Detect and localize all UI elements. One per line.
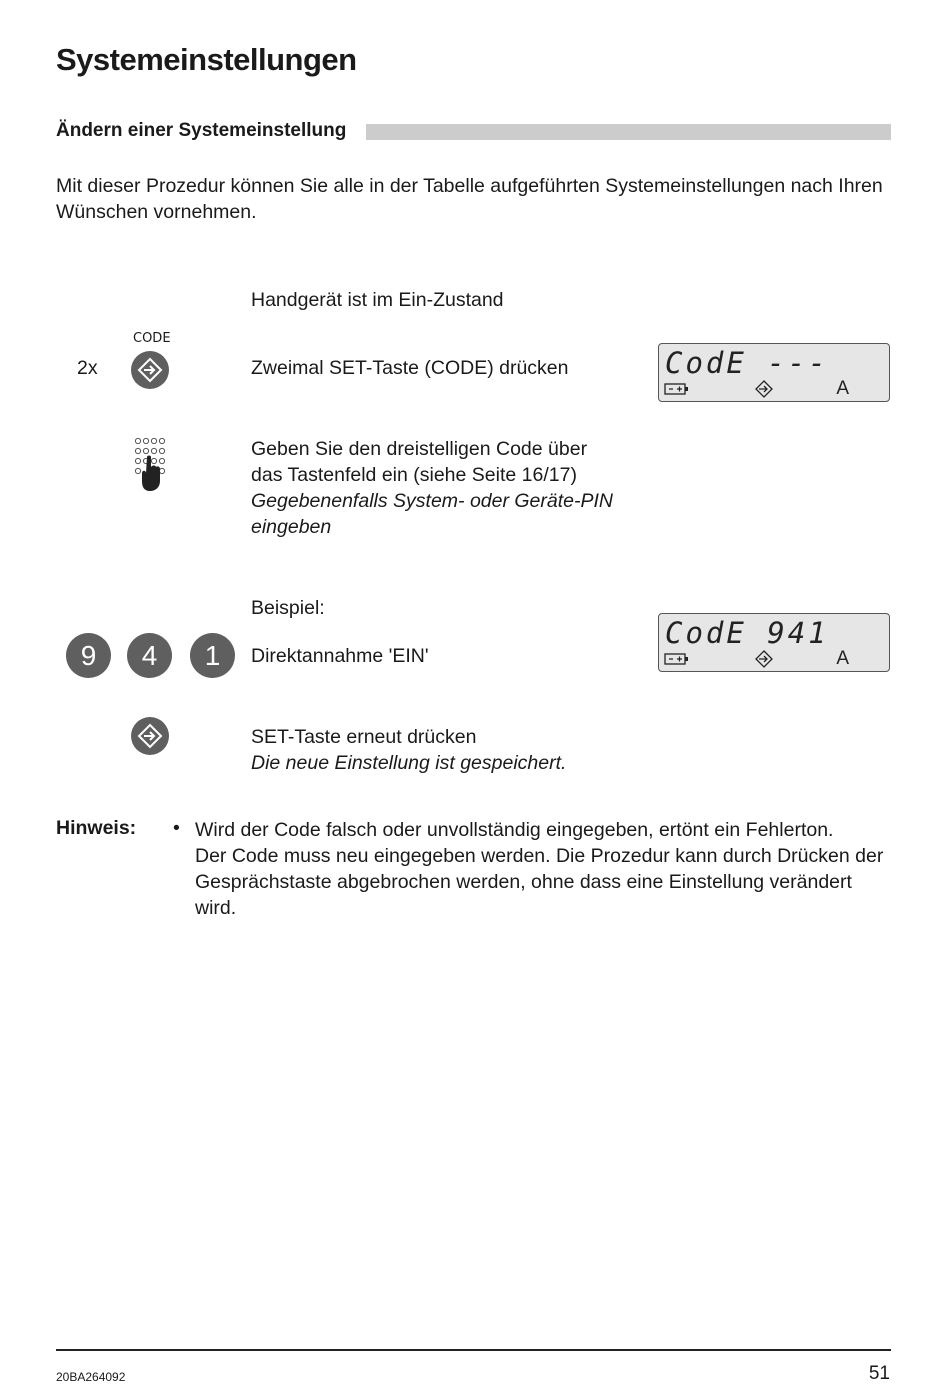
keypad-hand-icon bbox=[132, 435, 172, 497]
enter-code-line-1: Geben Sie den dreistelligen Code über bbox=[251, 438, 588, 460]
note-line-4: wird. bbox=[195, 897, 237, 919]
code-key-label: CODE bbox=[133, 331, 171, 346]
note-line-3: Gesprächstaste abgebrochen werden, ohne dass eine Einstellung verändert bbox=[195, 871, 852, 893]
example-text: Direktannahme 'EIN' bbox=[251, 645, 429, 667]
battery-icon bbox=[664, 382, 690, 396]
lcd-letter-2: A bbox=[836, 648, 849, 669]
press-twice-text: Zweimal SET-Taste (CODE) drücken bbox=[251, 357, 569, 379]
saved-note: Die neue Einstellung ist gespeichert. bbox=[251, 752, 567, 774]
enter-code-line-2: das Tastenfeld ein (siehe Seite 16/17) bbox=[251, 464, 577, 486]
lcd-segments-1: CodE --- bbox=[665, 346, 829, 380]
pin-note-line-1: Gegebenenfalls System- oder Geräte-PIN bbox=[251, 490, 614, 512]
note-bullet: • bbox=[173, 817, 180, 839]
section-heading: Ändern einer Systemeinstellung bbox=[56, 120, 347, 141]
set-key-icon bbox=[131, 717, 169, 755]
note-line-1: Wird der Code falsch oder unvollständig eingegeben, ertönt ein Fehlerton. bbox=[195, 819, 834, 841]
document-id: 20BA264092 bbox=[56, 1370, 126, 1384]
lcd-letter-1: A bbox=[836, 378, 849, 399]
page-number: 51 bbox=[868, 1363, 890, 1384]
lcd-display-2 bbox=[658, 613, 890, 672]
note-text bbox=[195, 817, 895, 921]
digit-key-4: 4 bbox=[127, 633, 172, 678]
state-text: Handgerät ist im Ein-Zustand bbox=[251, 289, 504, 311]
footer-rule bbox=[56, 1349, 891, 1351]
set-key-icon bbox=[131, 351, 169, 389]
set-arrow-icon bbox=[754, 649, 774, 669]
example-label: Beispiel: bbox=[251, 597, 325, 619]
press-set-text: SET-Taste erneut drücken bbox=[251, 726, 477, 748]
lcd-segments-2: CodE 941 bbox=[665, 616, 829, 650]
note-line-2: Der Code muss neu eingegeben werden. Die Prozedur kann durch Drücken der bbox=[195, 845, 884, 867]
set-arrow-icon bbox=[754, 379, 774, 399]
lcd-display-1 bbox=[658, 343, 890, 402]
pin-note-line-2: eingeben bbox=[251, 516, 332, 538]
digit-key-1: 1 bbox=[190, 633, 235, 678]
note-label: Hinweis: bbox=[56, 817, 137, 839]
repeat-count: 2x bbox=[77, 357, 98, 379]
battery-icon bbox=[664, 652, 690, 666]
digit-key-9: 9 bbox=[66, 633, 111, 678]
heading-rule-bar bbox=[366, 124, 891, 140]
page-title: Systemeinstellungen bbox=[56, 42, 357, 77]
intro-paragraph: Mit dieser Prozedur können Sie alle in der Tabelle aufgeführten Systemeinstellungen nach Ihren Wünschen vornehmen. bbox=[56, 175, 883, 223]
